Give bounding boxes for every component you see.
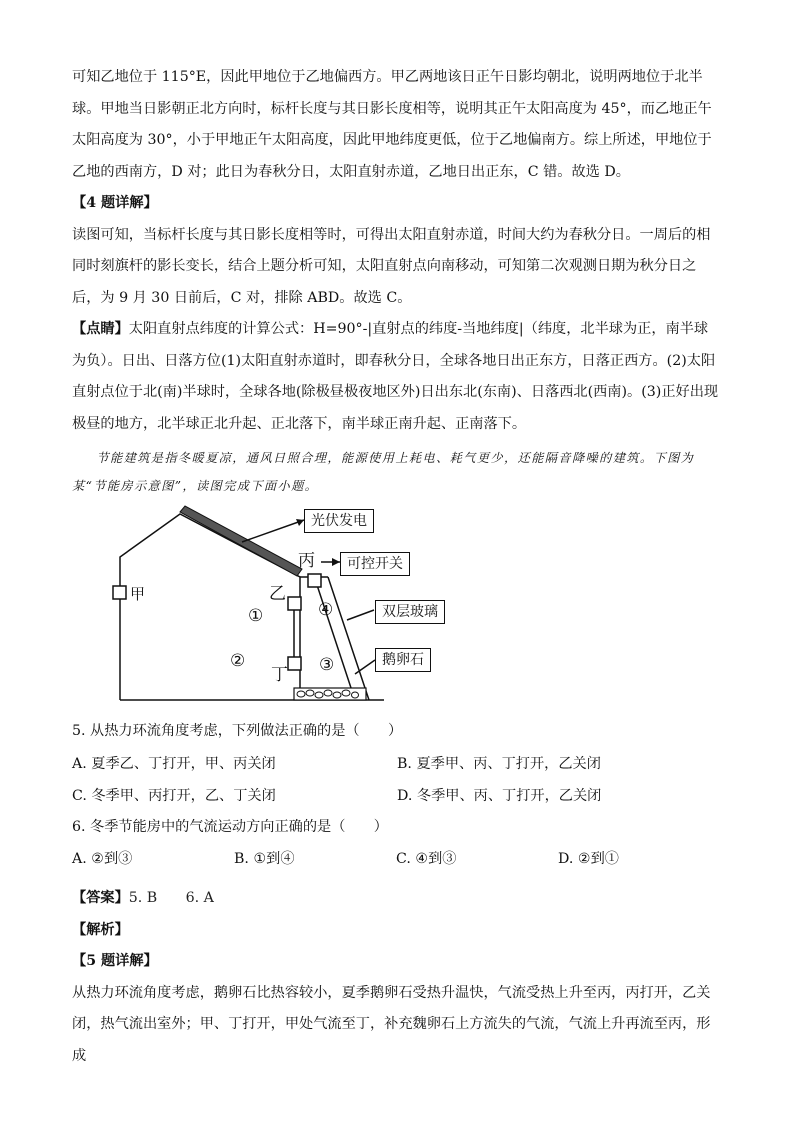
bing-label: 丙 bbox=[298, 551, 315, 571]
vent-jia bbox=[113, 586, 126, 599]
glass-label: 双层玻璃 bbox=[375, 600, 445, 624]
answer-text: 5. B 6. A bbox=[128, 890, 214, 906]
answer-line bbox=[72, 883, 722, 915]
q6-option-a: A. ②到③ bbox=[72, 851, 133, 867]
energy-saving-house-diagram bbox=[72, 502, 722, 712]
q5-option-a: A. 夏季乙、丁打开，甲、丙关闭 bbox=[72, 755, 276, 772]
q5-stem: 5. 从热力环流角度考虑，下列做法正确的是（ ） bbox=[72, 723, 403, 739]
q6-options bbox=[72, 843, 722, 875]
switch-label: 可控开关 bbox=[340, 552, 410, 576]
q6-option-d: D. ②到① bbox=[558, 851, 619, 867]
zone-2-label: ② bbox=[230, 651, 246, 671]
q5-option-c: C. 冬季甲、丙打开，乙、丁关闭 bbox=[72, 787, 276, 804]
answer-tag: 【答案】 bbox=[72, 890, 129, 906]
jia-label: 甲 bbox=[130, 585, 146, 603]
q6-option-b: B. ①到④ bbox=[234, 851, 295, 867]
zone-4-label: ④ bbox=[318, 600, 334, 620]
tip-tag: 【点睛】 bbox=[72, 321, 129, 337]
tip-paragraph bbox=[72, 314, 722, 440]
vent-yi bbox=[288, 597, 301, 610]
yi-label: 乙 bbox=[269, 584, 286, 604]
vent-ding bbox=[288, 657, 301, 670]
q5-detail-text: 从热力环流角度考虑，鹅卵石比热容较小，夏季鹅卵石受热升温快，气流受热上升至丙，丙打开，乙关闭，热气流出室外；甲、丁打开，甲处气流至丁，补充魏卵石上方流失的气流，气流上升再流至丙，形成 bbox=[72, 984, 711, 1064]
glass-leader bbox=[347, 610, 374, 620]
q5-option-b: B. 夏季甲、丙、丁打开，乙关闭 bbox=[397, 755, 601, 772]
q5-options bbox=[72, 748, 722, 812]
q4-explanation: 读图可知，当标杆长度与其日影长度相等时，可得出太阳直射赤道，时间大约为春秋分日。一周后的相同时刻旗杆的影长变长，结合上题分析可知，太阳直射点向南移动，可知第二次观测日期为秋分日之后，为 9 月 30 日前后，C 对，排除 ABD。故选 C。 bbox=[72, 226, 711, 306]
q5-option-d: D. 冬季甲、丙、丁打开，乙关闭 bbox=[397, 787, 602, 804]
ding-label: 丁 bbox=[271, 665, 288, 685]
zone-1-label: ① bbox=[248, 606, 264, 626]
q6-option-c: C. ④到③ bbox=[396, 851, 457, 867]
q6-stem: 6. 冬季节能房中的气流运动方向正确的是（ ） bbox=[72, 818, 388, 835]
tip-text: 太阳直射点纬度的计算公式：H=90°-|直射点的纬度-当地纬度|（纬度，北半球为正，南半球为负）。日出、日落方位(1)太阳直射赤道时，即春秋分日，全球各地日出正东方，日落正西方。(2)太阳直射点位于北(南)半球时，全球各地(除极昼极夜地区外)日出东北(东南)、日落西北(西南)。(3)正好出现极昼的地方，北半球正北升起、正北落下，南半球正南升起、正南落下。 bbox=[72, 321, 719, 432]
q5-detail-heading: 【5 题详解】 bbox=[72, 953, 158, 969]
pv-label: 光伏发电 bbox=[304, 509, 374, 533]
analysis-tag: 【解析】 bbox=[72, 921, 129, 938]
document-page bbox=[72, 62, 722, 1072]
pebble-label: 鹅卵石 bbox=[375, 648, 431, 672]
question-intro: 节能建筑是指冬暖夏凉，通风日照合理，能源使用上耗电、耗气更少，还能隔音降噪的建筑。下图为某“节能房示意图”，读图完成下面小题。 bbox=[72, 451, 695, 493]
solar-panel bbox=[180, 506, 302, 576]
paragraph-q3-explanation: 可知乙地位于 115°E，因此甲地位于乙地偏西方。甲乙两地该日正午日影均朝北，说明两地位于北半球。甲地当日影朝正北方向时，标杆长度与其日影长度相等，说明其正午太阳高度为 45°，而乙地正午太阳高度为 30°，小于甲地正午太阳高度，因此甲地纬度更低，位于乙地偏南方。综上所述，甲地位于乙地的西南方，D 对；此日为春秋分日，太阳直射赤道，乙地日出正东，C 错。故选 D。 bbox=[72, 69, 712, 180]
q4-heading: 【4 题详解】 bbox=[72, 195, 158, 211]
zone-3-label: ③ bbox=[319, 655, 335, 675]
pv-leader bbox=[242, 520, 304, 542]
vent-bing bbox=[308, 574, 321, 587]
